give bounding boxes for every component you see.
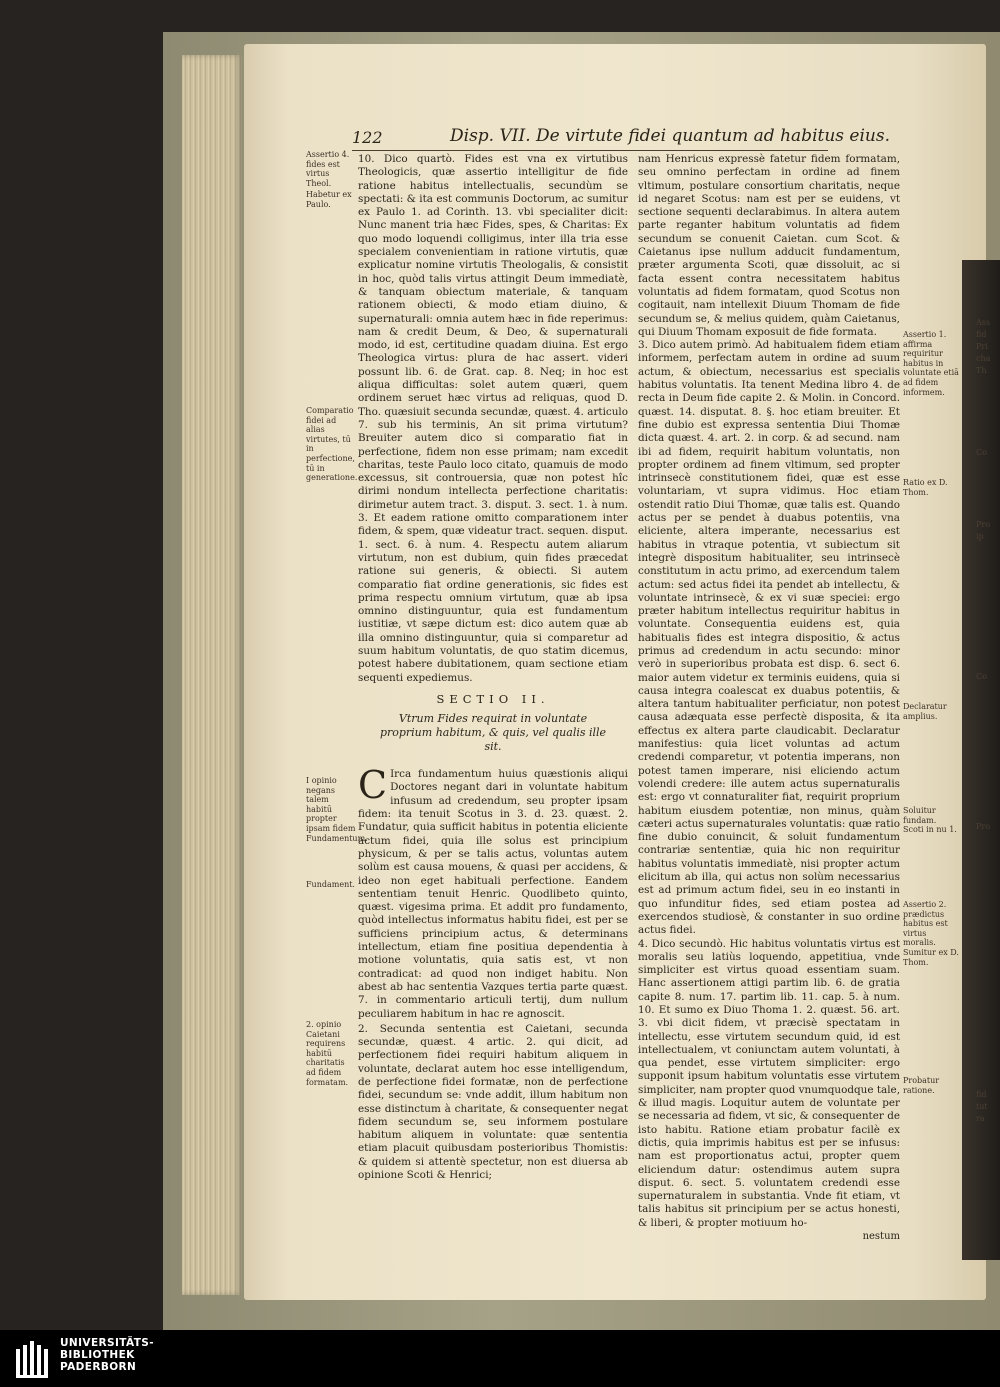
next-page-fragment: ra [976, 1114, 985, 1123]
next-page-fragment: fid [976, 1090, 987, 1099]
paragraph-4: 4. Dico secundò. Hic habitus voluntatis virtus est moralis seu latiùs loquendo, appetitiua, vnde simpliciter est virtus quoad essentiam suam. Hanc assertionem attigi partim lib. 6. de gratia capite 8. num. 17. partim lib. 11. cap. 5. à num. 10. Et sumo ex Diuo Thoma 1. 2. quæst. 56. art. 3. vbi dicit fidem, vt præcisè spectatam in intellectu, esse virtutem secundum quid, id est intellectualem, vt coniunctam autem voluntati, à qua pendet, esse virtutem simpliciter: ergo supponit ipsum habitum voluntatis esse virtutem simpliciter, nam propter quod vnumquodque tale, & illud magis. Loquitur autem de voluntate per se necessaria ad fidem, vt sic, & consequenter de isto habitu. Ratione etiam probatur facilè ex dictis, quia imprimis habitus est per se infusus: nam est proportionatus actui, propter quem eliciendum datur: ostendimus autem supra disput. 6. sect. 5. voluntatem credendi esse supernaturalem in substantia. Vnde fit etiam, vt talis habitus sit principium per se actus honesti, & liberi, & propter motiuum ho- [638, 937, 900, 1229]
margin-note: Soluitur fundam. Scoti in nu 1. [903, 806, 957, 835]
margin-note: Assertio 1. affirma requiritur habitus in voluntate etiā ad fidem informem. [903, 330, 959, 397]
next-page-fragment: cha [976, 354, 991, 363]
next-page-fragment: Co [976, 448, 987, 457]
margin-note: Fundament. [306, 880, 355, 889]
section-title: Vtrum Fides requirat in voluntate proprium habitum, & quis, vel qualis ille sit. [379, 712, 607, 754]
next-page-fragment: Th [976, 366, 987, 375]
library-logo-icon [14, 1339, 54, 1379]
margin-note: Comparatio fidei ad alias virtutes, tū in perfectione, tū in generatione. [306, 406, 358, 483]
paragraph-1 [358, 763, 628, 1021]
drop-cap: C [358, 763, 388, 808]
margin-note: Probatur ratione. [903, 1076, 940, 1095]
next-page-fragment: tut [976, 1102, 988, 1111]
logo-line-3: PADERBORN [60, 1361, 137, 1373]
catchword: nestum [862, 1231, 900, 1243]
next-page-fragment: Co [976, 672, 987, 681]
next-page-fragment: Pro [976, 822, 991, 831]
margin-note: Assertio 4. fides est virtus Theol. [306, 150, 350, 188]
next-page-fragment: Pri [976, 342, 988, 351]
paragraph-1-text: Irca fundamentum huius quæstionis aliqui Doctores negant dari in voluntate habitum infusum ad credendum, seu propter ipsam fidem: ita tenuit Scotus in 3. d. 23. quæst. 2. Fundatur, quia sufficit habitus in potentia eliciente actum fidei, quia ille solus est principium physicum, & per se talis actus, voluntas autem solùm est causa mouens, & quasi per accidens, & ideo non eget habituali perfectione. Eandem sententiam tenuit Henric. Quodlibeto quinto, quæst. vigesima prima. Et addit pro fundamento, quòd intellectus informatus habitu fidei, est per se sufficiens principium actus, & determinans intellectum, etiam fine positiua dependentia à motione voluntatis, quia satis est, vt non contradicat: ad quod non indiget habitu. Non abest ab hac sententia Vazques tertia parte quæst. 7. in commentario articuli tertij, dum nullum peculiarem habitum in hac re agnoscit. [358, 768, 628, 1020]
paragraph-10: 10. Dico quartò. Fides est vna ex virtutibus Theologicis, quæ assertio intelligitur de fide ratione habitus intellectualis, secundùm se spectati: & ita est communis Doctorum, ac sumitur ex Paulo 1. ad Corinth. 13. vbi specialiter dicit: Nunc manent tria hæc Fides, spes, & Charitas: Ex quo modo loquendi colligimus, inter illa tria esse specialem convenientiam in ratione virtutis, quæ explicatur nomine virtutis Theologalis, & consistit in hoc, quòd talis virtus attingit Deum immediatè, & tanquam obiectum materiale, & tanquam rationem obiecti, & modo etiam diuino, & supernaturali: omnia autem hæc in fide reperimus: nam & credit Deum, & Deo, & supernaturali modo, id est, certitudine quadam diuina. Est ergo Theologica virtus: plura de hac assert. videri possunt lib. 6. de Grat. cap. 8. Neq; in hoc est aliqua difficultas: solet autem quæri, quem ordinem seruet hæc virtus ad reliquas, quod D. Tho. quæsiuit secunda secundæ, quæst. 4. articulo 7. sub his terminis, An sit prima virtutum? Breuiter autem dico si comparatio fiat in perfectione, fidem non esse primam; nam excedit charitas, teste Paulo loco citato, quamuis de modo excessus, sit controuersia, quæ non potest hîc dirimi nondum intellecta perfectione charitatis: dirimetur autem tract. 3. disput. 3. sect. 1. à num. 3. Et eadem ratione omitto comparationem inter fidem, & spem, quæ videatur tract. sequen. disput. 1. sect. 6. à num. 4. Respectu autem aliarum virtutum, non est dubium, quin fides præcedat ratione sui generis, & obiecti. Si autem comparatio fiat ordine generationis, sic fides est prima respectu omnium virtutum, quæ ab ipsa omnino distinguuntur, quia est fundamentum iustitiæ, vt sæpe dictum est: dico autem quæ ab illa omnino distinguuntur, quia si comparetur ad suum habitum voluntatis, de quo statim dicemus, potest habere dubitationem, quam sectione etiam sequenti expediemus. [358, 153, 628, 684]
margin-note: Ratio ex D. Thom. [903, 478, 948, 497]
running-title: Disp. VII. De virtute fidei quantum ad habitus eius. [450, 126, 890, 146]
paragraph-continued: nam Henricus expressè fatetur fidem formatam, seu omnino perfectam in ordine ad finem vltimum, postulare consortium charitatis, neque id negaret Scotus: nam est per se euidens, vt sectione sequenti declarabimus. In altera autem parte reganter habitum voluntatis ad fidem secundum se conuenit Caietan. cum Scot. & Caietanus ipse nullum adducit fundamentum, præter argumenta Scoti, quæ dissoluit, ac si facta essent contra necessitatem habitus voluntatis ad fidem formatam, quod Scotus non cogitauit, nam intellexit Diuum Thomam de fide secundum se, & melius quidem, quàm Caietanus, qui Diuum Thomam exposuit de fide formata. [638, 153, 900, 338]
section-heading: SECTIO II. [436, 691, 550, 706]
margin-note: Assertio 2. prædictus habitus est virtus moralis. Sumitur ex D. Thom. [903, 900, 959, 967]
margin-note: Declaratur amplius. [903, 702, 947, 721]
header-rule [352, 150, 828, 151]
left-column [358, 153, 628, 1182]
next-page-fragment: Pro [976, 520, 991, 529]
next-page-fragment: ip [976, 532, 984, 541]
next-page-fragment: fid [976, 330, 987, 339]
logo-line-2: BIBLIOTHEK [60, 1349, 135, 1361]
margin-note: 2. opinio Caietani requirens habitū charitatis ad fidem formatam. [306, 1020, 349, 1087]
page-edges [182, 55, 242, 1295]
paragraph-2: 2. Secunda sententia est Caietani, secunda secundæ, quæst. 4 artic. 2. qui dicit, ad perfectionem fidei requiri habitum aliquem in voluntate, declarat autem hoc esse intelligendum, de perfectione fidei formatæ, non de perfectione fidei, secundum se: vnde addit, illum habitum non esse distinctum à charitate, & consequenter negat fidem secundum se, seu informem postulare habitum aliquem in voluntate: quæ sententia etiam placuit quibusdam posterioribus Thomistis: & quidem si attentè spectetur, non est diuersa ab opinione Scoti & Henrici; [358, 1022, 628, 1182]
margin-note: I opinio negans talem habitū propter ipsam fidem Fundamentum. [306, 776, 368, 843]
margin-note: Habetur ex Paulo. [306, 190, 352, 209]
logo-line-1: UNIVERSITÄTS- [60, 1337, 155, 1349]
right-column [638, 153, 900, 1243]
paragraph-3: 3. Dico autem primò. Ad habitualem fidem etiam informem, perfectam autem in ordine ad suum actum, & obiectum, necessarius est specialis habitus voluntatis. Ita tenent Medina libro 4. de recta in Deum fide capite 2. & Molin. in Concord. quæst. 14. disputat. 8. §. hoc etiam breuiter. Et fine dubio est expressa sententia Diui Thomæ dicta quæst. 4. art. 2. in corp. & ad secund. nam ibi ad fidem, requirit habitum voluntatis, non propter ordinem ad finem vltimum, sed propter intrinsecè constitutionem fidei, quæ est esse voluntariam, vt supra vidimus. Hoc etiam ostendit ratio Diui Thomæ, quæ talis est. Quando actus per se pendet à duabus potentiis, vna eliciente, altera imperante, necessarius est habitus in vtraque potentia, vt subiectum sit integrè dispositum habitualiter, seu intrinsecè constitutum in actu primo, ad exercendum talem actum: sed actus fidei ita pendet ab intellectu, & voluntate intrinsecè, & ex vi suæ speciei: ergo præter habitum intellectus requiritur habitus in voluntate. Consequentia euidens est, quia habitualis fides est integra dispositio, & actus primus ad credendum in actu secundo: minor verò in superioribus probata est disp. 6. sect 6. maior autem videtur ex terminis euidens, quia si causa integra coalescat ex duabus potentiis, & altera tantum habitualiter perficiatur, non potest causa adæquata esse perfectè disposita, & ita effectus ex altera parte claudicabit. Declaratur manifestius: quia licet voluntas ad actum credendi comparetur, vt potentia imperans, non potest tamen imperare, nisi eliciendo actum volendi credere: ille autem actus supernaturalis est: ergo vt connaturaliter fiat, requirit proprium habitum eiusdem potentiæ, non minus, quàm cæteri actus supernaturales voluntatis: quæ ratio fine dubio conuincit, & soluit fundamentum contrariæ sententiæ, quia hic non requiritur habitus voluntatis immediatè, nisi propter actum elicitum ab illa, qui actus non solùm necessarius est ad primum actum fidei, seu in eo instanti in quo infunditur fides, sed etiam postea ad exercendos studiosè, & constanter in suo ordine actus fidei. [638, 339, 901, 937]
page-number: 122 [352, 128, 383, 147]
next-page-fragment: Ass [976, 318, 990, 327]
